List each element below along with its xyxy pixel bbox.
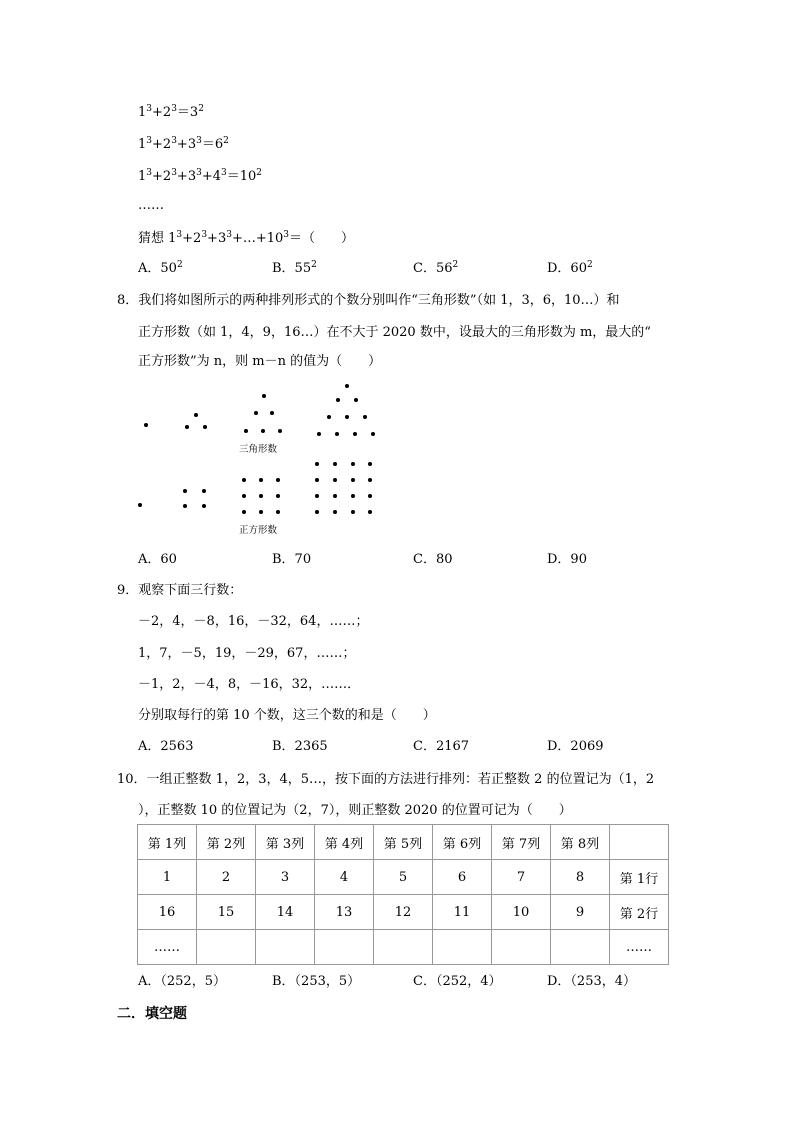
table-cell (433, 930, 492, 965)
q8-stem-line-1: 8．我们将如图所示的两种排列形式的个数分别叫作“三角形数”（如 1，3，6，10…）和 (117, 293, 620, 308)
q8-option-a: A．60 (138, 552, 177, 567)
q10-stem-line-2: ），正整数 10 的位置记为（2，7），则正整数 2020 的位置可记为（ ） (138, 803, 572, 818)
q9-option-a: A．2563 (138, 739, 194, 754)
table-cell: 第 5列 (374, 825, 433, 860)
table-cell (610, 825, 669, 860)
table-cell: 第 7列 (492, 825, 551, 860)
table-cell: 12 (374, 895, 433, 930)
q9-option-c: C．2167 (413, 739, 470, 754)
table-cell: 1 (138, 860, 197, 895)
table-cell: 第 4列 (315, 825, 374, 860)
table-cell (551, 930, 610, 965)
table-cell: 第 1列 (138, 825, 197, 860)
q8-option-b: B．70 (272, 552, 312, 567)
table-header-row (138, 825, 669, 860)
q10-stem-line-1: 10．一组正整数 1，2，3，4，5…，按下面的方法进行排列：若正整数 2 的位置记为（1，2 (117, 772, 655, 787)
table-cell: …… (610, 930, 669, 965)
table-cell: 第 2行 (610, 895, 669, 930)
table-cell: 4 (315, 860, 374, 895)
q7-option-b: B．$55^2$ (272, 260, 317, 276)
table-cell: 第 2列 (197, 825, 256, 860)
q8-stem-line-3: 正方形数”为 n，则 m－n 的值为（ ） (138, 354, 382, 369)
q9-ask: 分别取每行的第 10 个数，这三个数的和是（ ） (138, 708, 436, 723)
table-cell: 第 6列 (433, 825, 492, 860)
q10-option-c: C．（252，4） (413, 974, 502, 989)
q8-option-d: D．90 (547, 552, 587, 567)
q7-option-d: D．$60^2$ (547, 260, 593, 276)
q10-option-d: D．（253，4） (547, 974, 637, 989)
equation-1: $1^3+2^3=3^2$ (138, 104, 204, 120)
table-cell (492, 930, 551, 965)
triangle-numbers (144, 384, 375, 436)
guess-line: 猜想 $1^3+2^3+3^3+\dots+10^3=$（ ） (138, 230, 355, 246)
q9-row-2: 1，7，－5，19，－29，67，……； (138, 646, 356, 661)
q9-option-d: D．2069 (547, 739, 604, 754)
table-cell: 5 (374, 860, 433, 895)
table-cell: 13 (315, 895, 374, 930)
equation-3: $1^3+2^3+3^3+4^3=10^2$ (138, 168, 263, 184)
q9-option-b: B．2365 (272, 739, 328, 754)
table-cell: 15 (197, 895, 256, 930)
q10-option-a: A．（252，5） (138, 974, 226, 989)
q7-option-a: A．$50^2$ (138, 260, 183, 276)
table-cell (256, 930, 315, 965)
q9-row-1: －2，4，－8，16，－32，64，……； (138, 614, 369, 629)
table-cell (374, 930, 433, 965)
table-cell: 6 (433, 860, 492, 895)
table-row (138, 860, 669, 895)
table-cell: 14 (256, 895, 315, 930)
table-cell (197, 930, 256, 965)
table-cell: 10 (492, 895, 551, 930)
q8-option-c: C．80 (413, 552, 453, 567)
square-numbers-label: 正方形数 (239, 525, 278, 536)
table-cell (315, 930, 374, 965)
table-cell: 16 (138, 895, 197, 930)
table-cell: …… (138, 930, 197, 965)
q8-stem-line-2: 正方形数（如 1，4，9，16…）在不大于 2020 数中，设最大的三角形数为 m，最大的“ (138, 325, 651, 340)
table-cell: 第 8列 (551, 825, 610, 860)
table-cell: 9 (551, 895, 610, 930)
dot-figure-svg (130, 380, 390, 530)
dot-figure (130, 380, 390, 536)
table-cell: 2 (197, 860, 256, 895)
table-cell: 3 (256, 860, 315, 895)
table-cell: 11 (433, 895, 492, 930)
table-cell: 7 (492, 860, 551, 895)
square-numbers (138, 462, 372, 514)
table-row (138, 895, 669, 930)
arrangement-table (137, 824, 669, 965)
q9-title: 9．观察下面三行数： (117, 583, 243, 598)
section-heading: 二．填空题 (117, 1006, 187, 1022)
q9-row-3: －1，2，－4，8，－16，32，……． (138, 677, 361, 692)
table-cell: 8 (551, 860, 610, 895)
table-row (138, 930, 669, 965)
q7-option-c: C．$56^2$ (413, 260, 459, 276)
q10-option-b: B．（253，5） (272, 974, 361, 989)
triangle-numbers-label: 三角形数 (239, 444, 278, 455)
table-cell: 第 1行 (610, 860, 669, 895)
table-cell: 第 3列 (256, 825, 315, 860)
ellipsis-line: …… (138, 198, 164, 213)
equation-2: $1^3+2^3+3^3=6^2$ (138, 136, 229, 152)
